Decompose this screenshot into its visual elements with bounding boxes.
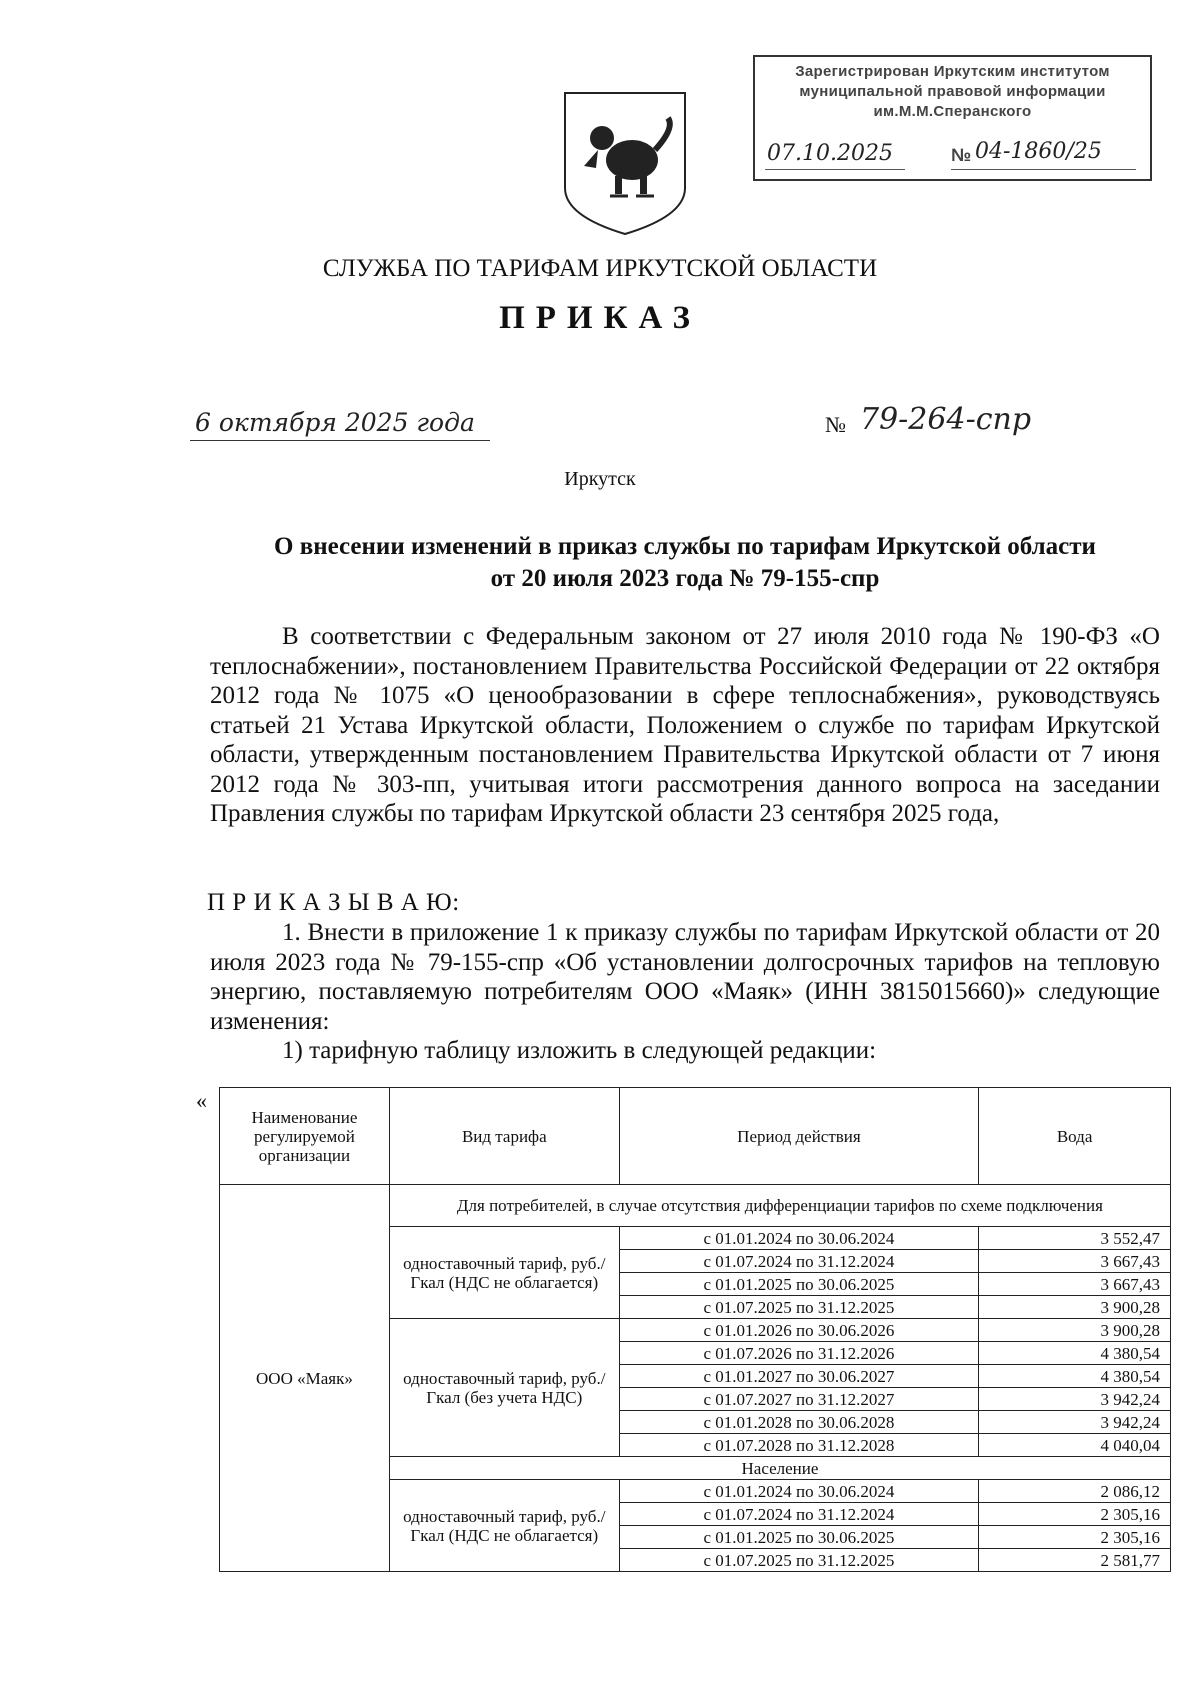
value-cell: 3 667,43 xyxy=(979,1273,1171,1296)
document-date: 6 октября 2025 года xyxy=(195,408,475,437)
period-cell: с 01.01.2027 по 30.06.2027 xyxy=(619,1365,979,1388)
stamp-date: 07.10.2025 xyxy=(767,141,893,166)
header-tariff-type: Вид тарифа xyxy=(389,1088,619,1185)
stamp-line-3: им.М.М.Сперанского xyxy=(873,103,1032,120)
organization-title: СЛУЖБА ПО ТАРИФАМ ИРКУТСКОЙ ОБЛАСТИ xyxy=(322,255,878,282)
coat-of-arms-icon xyxy=(560,88,690,243)
organization-cell: ООО «Маяк» xyxy=(220,1185,390,1572)
period-cell: с 01.07.2025 по 31.12.2025 xyxy=(619,1296,979,1319)
section-1-label: Для потребителей, в случае отсутствия дифференциации тарифов по схеме подключения xyxy=(389,1185,1170,1227)
tariff-type-cell: одноставочный тариф, руб./Гкал (НДС не облагается) xyxy=(389,1227,619,1319)
heading-line-1: О внесении изменений в приказ службы по тарифам Иркутской области xyxy=(274,533,1096,560)
value-cell: 3 942,24 xyxy=(979,1411,1171,1434)
value-cell: 3 667,43 xyxy=(979,1250,1171,1273)
stamp-number: 04-1860/25 xyxy=(975,139,1102,164)
period-cell: с 01.07.2024 по 31.12.2024 xyxy=(619,1503,979,1526)
paragraph-sub-item-1: 1) тарифную таблицу изложить в следующей редакции: xyxy=(282,1037,877,1064)
city: Иркутск xyxy=(564,468,636,490)
document-number-label: № xyxy=(825,412,846,437)
period-cell: с 01.01.2025 по 30.06.2025 xyxy=(619,1273,979,1296)
value-cell: 3 900,28 xyxy=(979,1296,1171,1319)
value-cell: 3 942,24 xyxy=(979,1388,1171,1411)
period-cell: с 01.01.2026 по 30.06.2026 xyxy=(619,1319,979,1342)
section-2-label: Население xyxy=(389,1457,1170,1480)
tariff-table xyxy=(219,1087,1171,1572)
stamp-date-underline xyxy=(765,169,905,170)
table-header-row xyxy=(220,1088,1171,1185)
heading-line-2: от 20 июля 2023 года № 79-155-спр xyxy=(490,565,880,592)
tariff-type-cell: одноставочный тариф, руб./Гкал (без учета НДС) xyxy=(389,1319,619,1457)
value-cell: 2 581,77 xyxy=(979,1549,1171,1572)
value-cell: 3 900,28 xyxy=(979,1319,1171,1342)
quote-open: « xyxy=(196,1088,207,1113)
paragraph-item-1: 1. Внести в приложение 1 к приказу службы по тарифам Иркутской области от 20 июля 2023 года № 79-155-спр «Об установлении долгосрочных тарифов на тепловую энергию, поставляемую потребителям ООО «Маяк» (ИНН 3815015660)» следующие изменения: xyxy=(210,919,1160,1035)
value-cell: 2 305,16 xyxy=(979,1503,1171,1526)
header-organization: Наименование регулируемой организации xyxy=(220,1088,390,1185)
stamp-line-2: муниципальной правовой информации xyxy=(799,83,1106,100)
period-cell: с 01.07.2028 по 31.12.2028 xyxy=(619,1434,979,1457)
value-cell: 4 380,54 xyxy=(979,1365,1171,1388)
period-cell: с 01.07.2024 по 31.12.2024 xyxy=(619,1250,979,1273)
period-cell: с 01.01.2028 по 30.06.2028 xyxy=(619,1411,979,1434)
section-row xyxy=(220,1185,1171,1227)
period-cell: с 01.01.2024 по 30.06.2024 xyxy=(619,1227,979,1250)
document-number: 79-264-спр xyxy=(860,402,1032,437)
period-cell: с 01.07.2025 по 31.12.2025 xyxy=(619,1549,979,1572)
value-cell: 2 305,16 xyxy=(979,1526,1171,1549)
header-water: Вода xyxy=(979,1088,1171,1185)
date-underline xyxy=(190,440,490,441)
header-period: Период действия xyxy=(619,1088,979,1185)
order-word: П Р И К А З Ы В А Ю: xyxy=(207,889,460,916)
period-cell: с 01.01.2025 по 30.06.2025 xyxy=(619,1526,979,1549)
registration-stamp xyxy=(753,55,1152,181)
value-cell: 4 040,04 xyxy=(979,1434,1171,1457)
period-cell: с 01.01.2024 по 30.06.2024 xyxy=(619,1480,979,1503)
tariff-type-cell: одноставочный тариф, руб./Гкал (НДС не облагается) xyxy=(389,1480,619,1572)
document-heading xyxy=(210,531,1160,595)
stamp-line-1: Зарегистрирован Иркутским институтом xyxy=(795,63,1110,80)
paragraph-preamble: В соответствии с Федеральным законом от 27 июля 2010 года № 190-ФЗ «О теплоснабжении», постановлением Правительства Российской Федерации от 22 октября 2012 года № 1075 «О ценообразовании в сфере теплоснабжения», руководствуясь статьей 21 Устава Иркутской области, Положением о службе по тарифам Иркутской области, утвержденным постановлением Правительства Иркутской области от 7 июня 2012 года № 303-пп, учитывая итоги рассмотрения данного вопроса на заседании Правления службы по тарифам Иркутской области 23 сентября 2025 года, xyxy=(210,623,1160,827)
stamp-number-label: № xyxy=(951,145,972,165)
value-cell: 4 380,54 xyxy=(979,1342,1171,1365)
period-cell: с 01.07.2027 по 31.12.2027 xyxy=(619,1388,979,1411)
value-cell: 2 086,12 xyxy=(979,1480,1171,1503)
period-cell: с 01.07.2026 по 31.12.2026 xyxy=(619,1342,979,1365)
document-title: ПРИКАЗ xyxy=(499,300,701,336)
value-cell: 3 552,47 xyxy=(979,1227,1171,1250)
stamp-number-underline xyxy=(951,169,1136,170)
